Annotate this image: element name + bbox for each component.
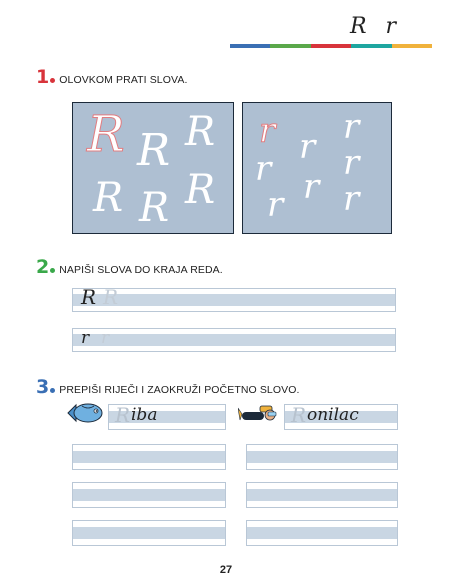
- writing-line-word[interactable]: [72, 444, 226, 470]
- writing-line-midband: [73, 334, 395, 346]
- trace-letter[interactable]: R: [139, 185, 170, 231]
- word-model-ronilac: [284, 404, 398, 430]
- trace-letter-start[interactable]: R: [87, 105, 125, 163]
- trace-letter[interactable]: R: [93, 175, 124, 221]
- trace-letter[interactable]: r: [299, 127, 316, 167]
- writing-line-midband: [247, 451, 397, 463]
- trace-letter[interactable]: r: [343, 179, 360, 219]
- word-initial[interactable]: R: [291, 403, 307, 427]
- writing-line-word[interactable]: [246, 482, 398, 508]
- trace-letter[interactable]: r: [303, 167, 320, 207]
- stripe-teal: [351, 44, 391, 48]
- writing-line-word[interactable]: [72, 520, 226, 546]
- task-3-number: 3: [36, 376, 50, 398]
- trace-box-uppercase[interactable]: [72, 102, 234, 234]
- task-2-number: 2: [36, 256, 50, 278]
- word-rest: onilac: [307, 405, 359, 425]
- word-rest: iba: [131, 405, 158, 425]
- task-3-instruction: PREPIŠI RIJEČI I ZAOKRUŽI POČETNO SLOVO.: [59, 384, 300, 396]
- stripe-red: [311, 44, 351, 48]
- diver-icon: [238, 400, 282, 428]
- trace-letter[interactable]: R: [185, 109, 216, 155]
- word-model-riba: [108, 404, 226, 430]
- word-initial[interactable]: R: [115, 403, 131, 427]
- trace-letter[interactable]: r: [343, 107, 360, 147]
- trace-letter-start[interactable]: r: [259, 111, 276, 151]
- page-number: 27: [219, 564, 233, 576]
- writing-line-midband: [247, 527, 397, 539]
- trace-letter[interactable]: r: [255, 149, 272, 189]
- task-1-dot: [50, 78, 55, 83]
- model-letter: r: [81, 328, 90, 348]
- stripe-green: [270, 44, 310, 48]
- task-2-dot: [50, 268, 55, 273]
- writing-line-midband: [73, 451, 225, 463]
- task-1-number: 1: [36, 66, 50, 88]
- task-1-title: [36, 68, 187, 87]
- task-2-instruction: NAPIŠI SLOVA DO KRAJA REDA.: [59, 264, 223, 276]
- stripe-yellow: [392, 44, 432, 48]
- header-color-stripe: [230, 44, 432, 48]
- task-3-dot: [50, 388, 55, 393]
- writing-line-midband: [73, 527, 225, 539]
- trace-letter[interactable]: r: [267, 185, 284, 225]
- stripe-blue: [230, 44, 270, 48]
- trace-letter[interactable]: r: [343, 143, 360, 183]
- writing-line-lowercase[interactable]: [72, 328, 396, 352]
- trace-letter[interactable]: R: [137, 125, 171, 176]
- trace-letter[interactable]: R: [185, 167, 216, 213]
- writing-line-word[interactable]: [246, 520, 398, 546]
- model-letter: R: [81, 285, 97, 309]
- header-letters: R r: [350, 14, 403, 39]
- writing-line-word[interactable]: [246, 444, 398, 470]
- writing-line-word[interactable]: [72, 482, 226, 508]
- writing-line-midband: [73, 294, 395, 306]
- writing-line-uppercase[interactable]: [72, 285, 396, 312]
- trace-letter[interactable]: R: [103, 285, 119, 309]
- task-1-instruction: OLOVKOM PRATI SLOVA.: [59, 74, 188, 86]
- task-2-title: [36, 258, 223, 277]
- writing-line-midband: [247, 489, 397, 501]
- trace-box-lowercase[interactable]: [242, 102, 392, 234]
- fish-icon: [66, 400, 106, 426]
- task-3-title: [36, 378, 300, 397]
- writing-line-midband: [73, 489, 225, 501]
- trace-letter[interactable]: r: [101, 328, 110, 348]
